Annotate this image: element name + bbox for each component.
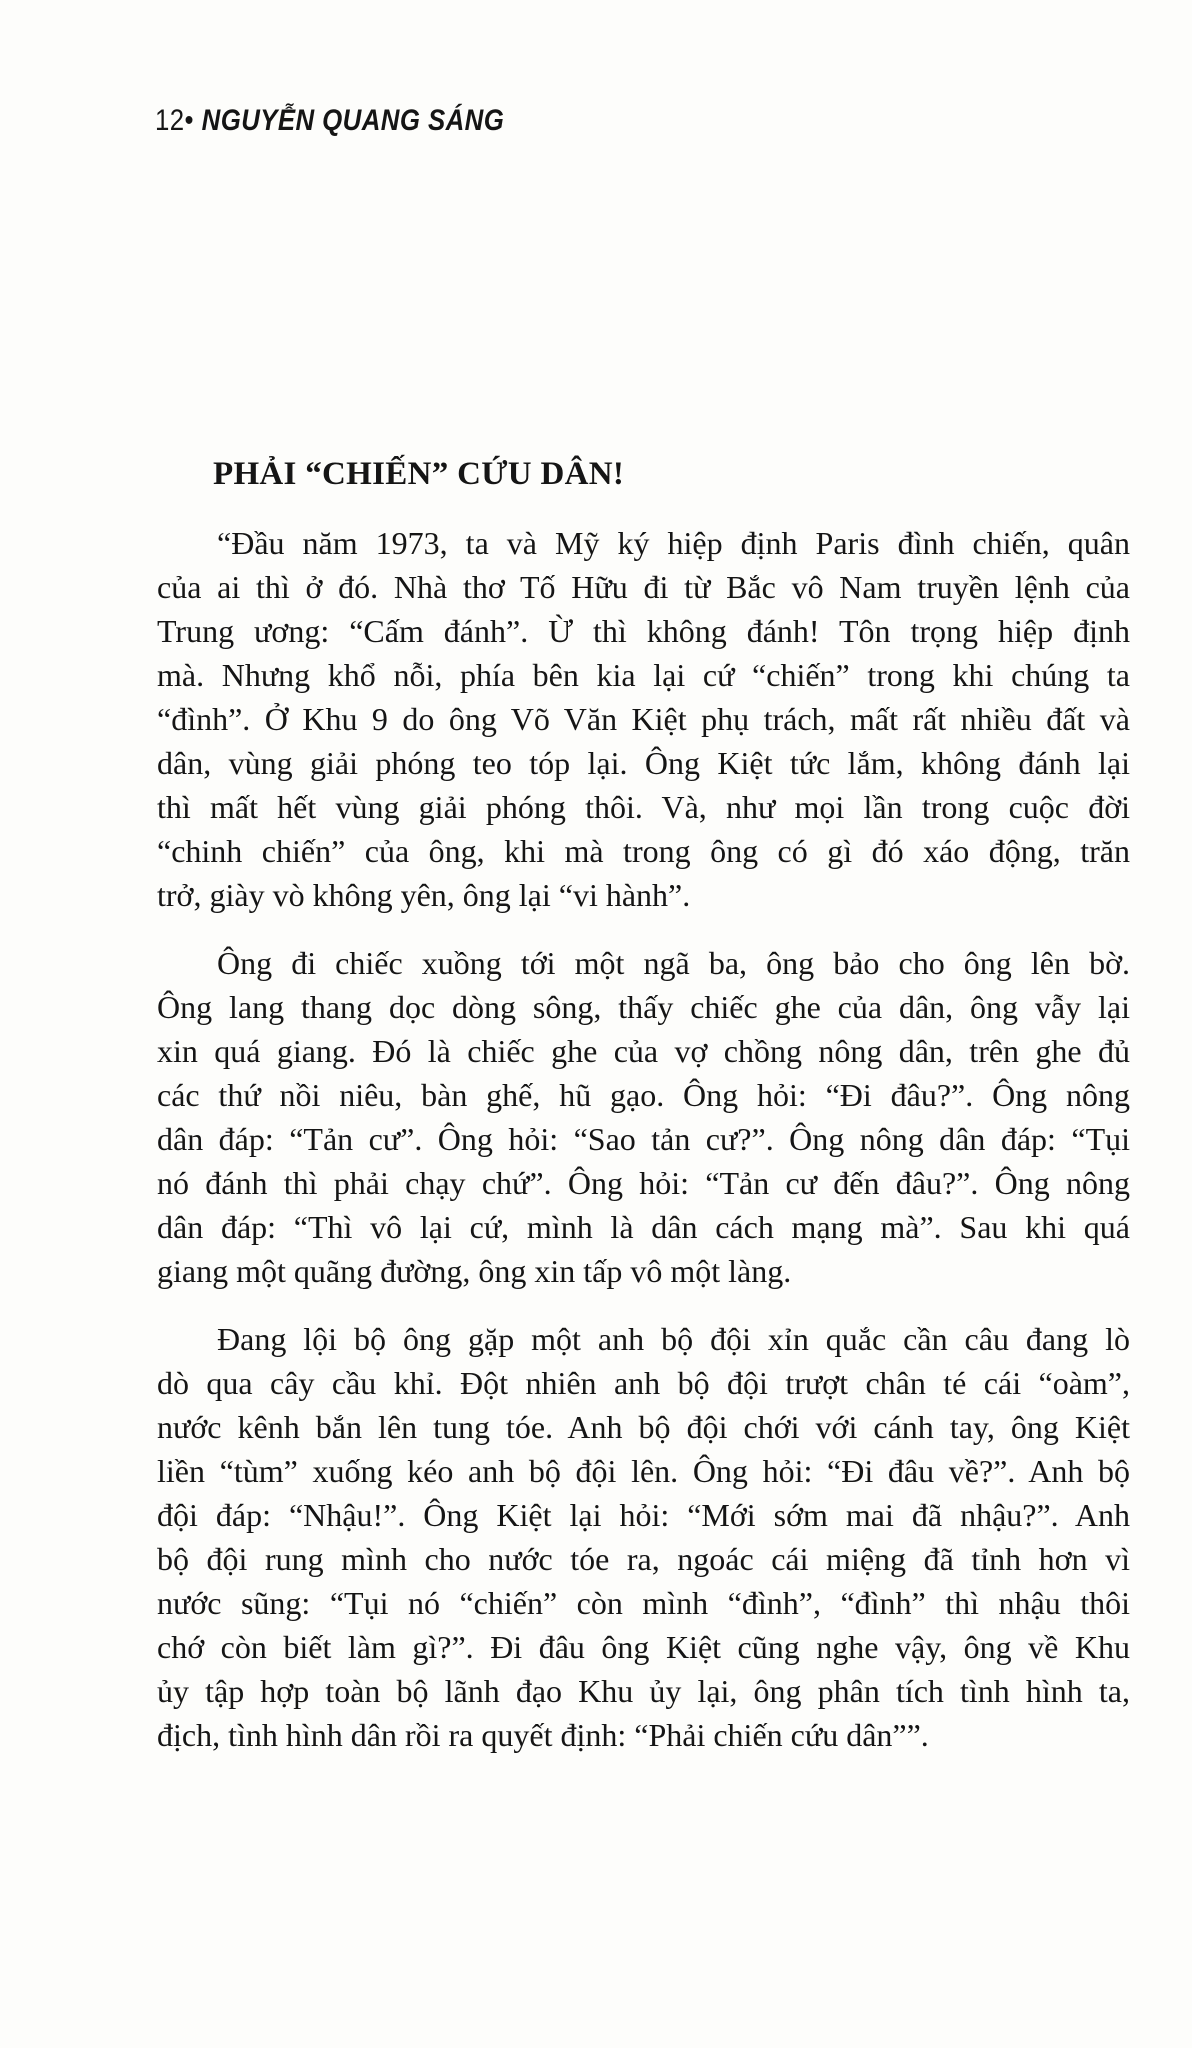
text-line: nó đánh thì phải chạy chứ”. Ông hỏi: “Tản cư đến đâu?”. Ông nông — [157, 1165, 1130, 1201]
paragraph — [157, 1317, 1130, 1757]
section-title: PHẢI “CHIẾN” CỨU DÂN! — [213, 456, 625, 492]
text-line: dân, vùng giải phóng teo tóp lại. Ông Kiệt tức lắm, không đánh lại — [157, 745, 1130, 781]
text-line: dân đáp: “Tản cư”. Ông hỏi: “Sao tản cư?”. Ông nông dân đáp: “Tụi — [157, 1121, 1130, 1157]
page-number: 12• — [155, 104, 195, 137]
text-line: nước sũng: “Tụi nó “chiến” còn mình “đình”, “đình” thì nhậu thôi — [157, 1585, 1130, 1621]
text-line: các thứ nồi niêu, bàn ghế, hũ gạo. Ông hỏi: “Đi đâu?”. Ông nông — [157, 1077, 1130, 1113]
text-line: xin quá giang. Đó là chiếc ghe của vợ chồng nông dân, trên ghe đủ — [157, 1033, 1130, 1069]
paragraph — [157, 521, 1130, 917]
text-line: Ông đi chiếc xuồng tới một ngã ba, ông bảo cho ông lên bờ. — [217, 945, 1130, 981]
text-line: nước kênh bắn lên tung tóe. Anh bộ đội chới với cánh tay, ông Kiệt — [157, 1409, 1130, 1445]
text-line: ủy tập hợp toàn bộ lãnh đạo Khu ủy lại, ông phân tích tình hình ta, — [157, 1673, 1130, 1709]
text-line: Trung ương: “Cấm đánh”. Ừ thì không đánh! Tôn trọng hiệp định — [157, 613, 1130, 649]
text-line: đội đáp: “Nhậu!”. Ông Kiệt lại hỏi: “Mới sớm mai đã nhậu?”. Anh — [157, 1497, 1130, 1533]
body-text — [157, 521, 1130, 1781]
text-line: địch, tình hình dân rồi ra quyết định: “Phải chiến cứu dân””. — [157, 1717, 929, 1753]
text-line: trở, giày vò không yên, ông lại “vi hành”. — [157, 877, 691, 913]
text-line: giang một quãng đường, ông xin tấp vô một làng. — [157, 1253, 792, 1289]
text-line: mà. Nhưng khổ nỗi, phía bên kia lại cứ “chiến” trong khi chúng ta — [157, 657, 1130, 693]
text-line: liền “tùm” xuống kéo anh bộ đội lên. Ông hỏi: “Đi đâu về?”. Anh bộ — [157, 1453, 1130, 1489]
text-line: “đình”. Ở Khu 9 do ông Võ Văn Kiệt phụ trách, mất rất nhiều đất và — [157, 701, 1130, 737]
paragraph — [157, 941, 1130, 1293]
text-line: dân đáp: “Thì vô lại cứ, mình là dân cách mạng mà”. Sau khi quá — [157, 1209, 1130, 1245]
text-line: Đang lội bộ ông gặp một anh bộ đội xỉn quắc cần câu đang lò — [217, 1321, 1130, 1357]
author-name: NGUYỄN QUANG SÁNG — [201, 104, 505, 137]
running-head — [155, 104, 504, 138]
text-line: bộ đội rung mình cho nước tóe ra, ngoác cái miệng đã tỉnh hơn vì — [157, 1541, 1130, 1577]
text-line: “Đầu năm 1973, ta và Mỹ ký hiệp định Paris đình chiến, quân — [217, 525, 1130, 561]
text-line: “chinh chiến” của ông, khi mà trong ông có gì đó xáo động, trăn — [157, 833, 1130, 869]
text-line: chớ còn biết làm gì?”. Đi đâu ông Kiệt cũng nghe vậy, ông về Khu — [157, 1629, 1130, 1665]
text-line: thì mất hết vùng giải phóng thôi. Và, như mọi lần trong cuộc đời — [157, 789, 1130, 825]
text-line: của ai thì ở đó. Nhà thơ Tố Hữu đi từ Bắc vô Nam truyền lệnh của — [157, 569, 1130, 605]
text-line: dò qua cây cầu khỉ. Đột nhiên anh bộ đội trượt chân té cái “oàm”, — [157, 1365, 1130, 1401]
text-line: Ông lang thang dọc dòng sông, thấy chiếc ghe của dân, ông vẫy lại — [157, 989, 1130, 1025]
